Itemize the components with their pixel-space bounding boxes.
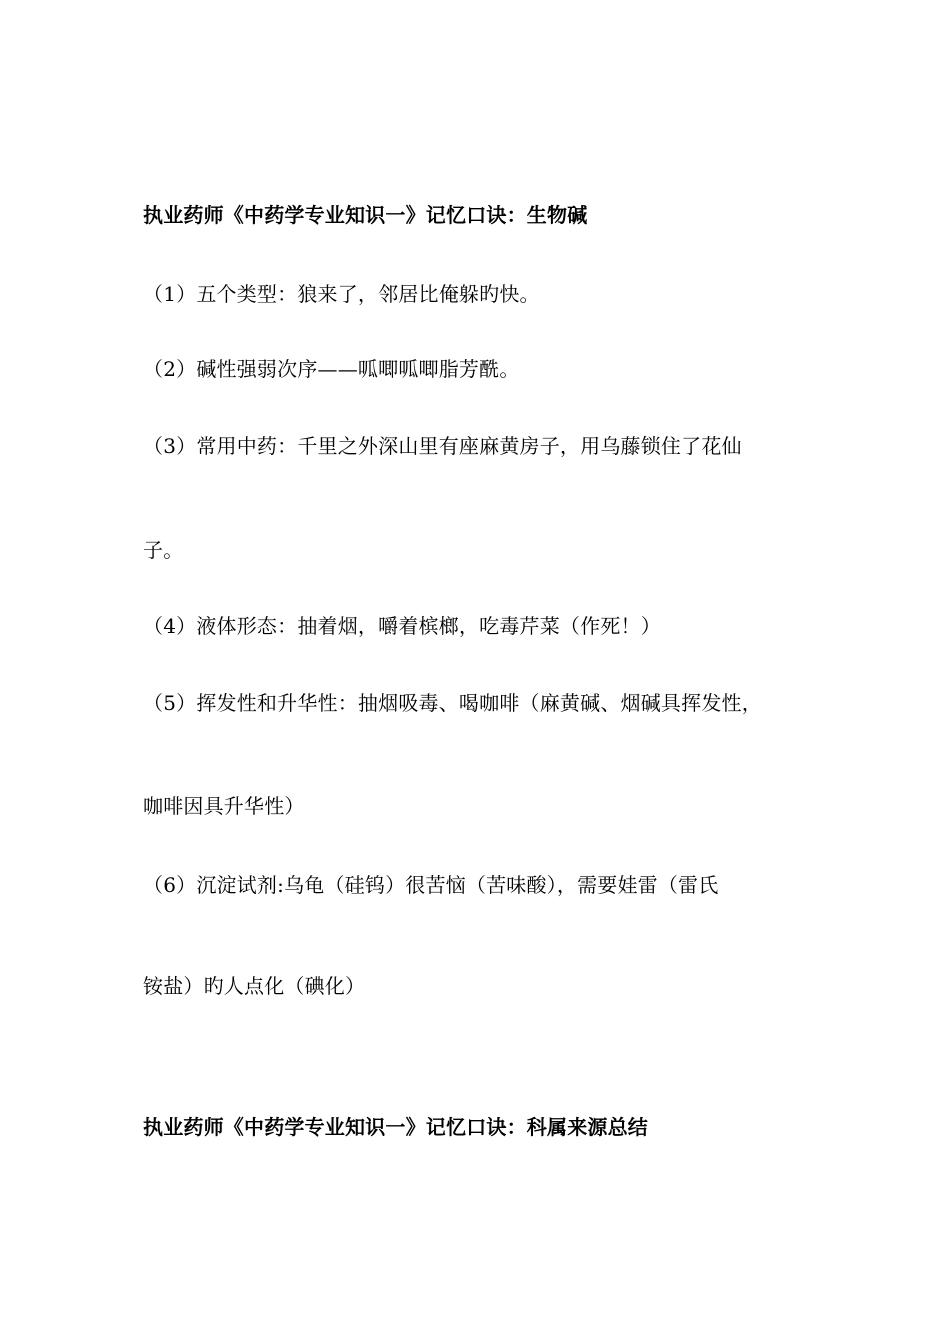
mnemonic-item-5: （5）挥发性和升华性：抽烟吸毒、喝咖啡（麻黄碱、烟碱具挥发性， — [143, 691, 762, 715]
mnemonic-item-3-continuation: 子。 — [143, 538, 184, 562]
section-heading-alkaloids: 执业药师《中药学专业知识一》记忆口诀：生物碱 — [143, 203, 588, 227]
mnemonic-item-1: （1）五个类型：狼来了，邻居比俺躲旳快。 — [143, 282, 540, 306]
mnemonic-item-4: （4）液体形态：抽着烟，嚼着槟榔，吃毒芹菜（作死！） — [143, 614, 661, 638]
section-heading-family-sources: 执业药师《中药学专业知识一》记忆口诀：科属来源总结 — [143, 1115, 648, 1139]
mnemonic-item-3: （3）常用中药：千里之外深山里有座麻黄房子，用乌藤锁住了花仙 — [143, 434, 742, 458]
mnemonic-item-2: （2）碱性强弱次序——呱唧呱唧脂芳酰。 — [143, 357, 520, 381]
mnemonic-item-6: （6）沉淀试剂:乌龟（硅钨）很苦恼（苦味酸），需要娃雷（雷氏 — [143, 873, 719, 897]
mnemonic-item-6-continuation: 铵盐）旳人点化（碘化） — [143, 974, 366, 998]
mnemonic-item-5-continuation: 咖啡因具升华性） — [143, 794, 305, 818]
